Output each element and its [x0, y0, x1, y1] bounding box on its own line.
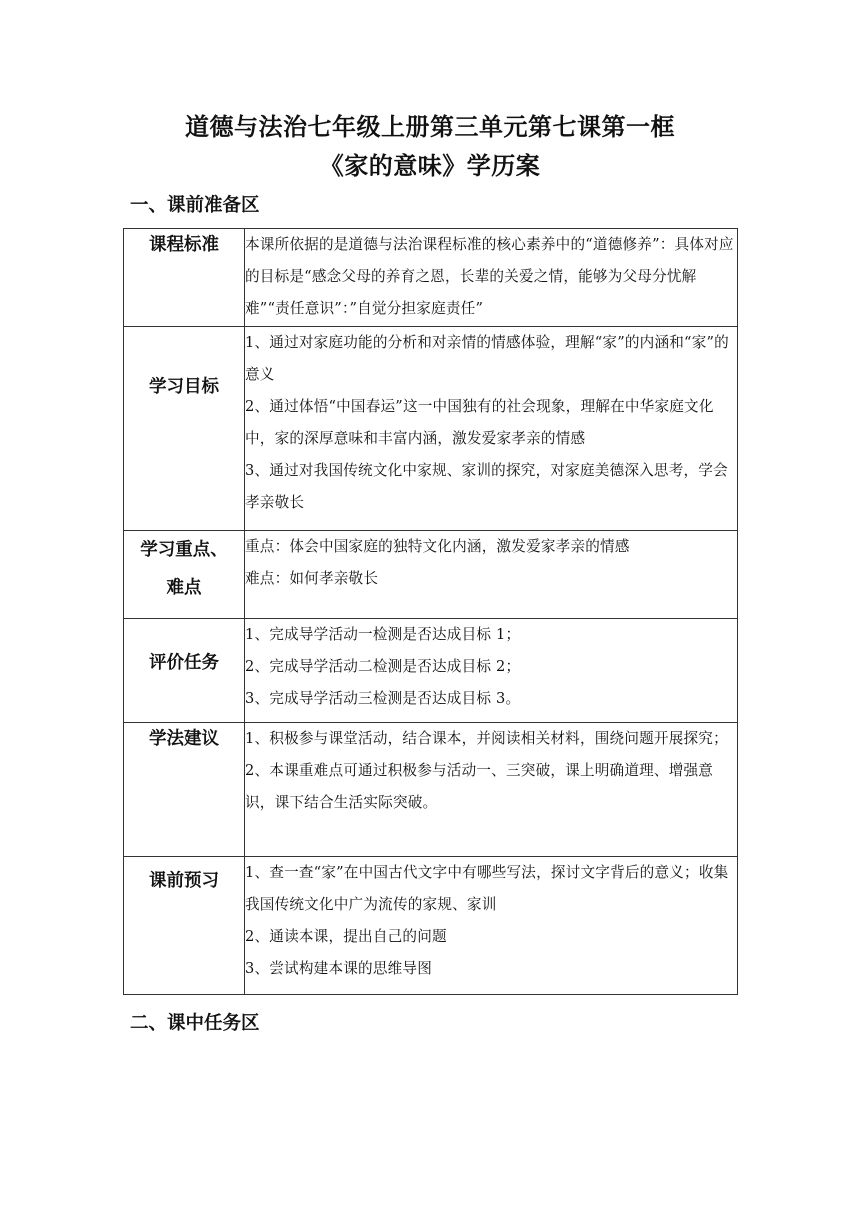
section-heading-in-class: 二、课中任务区	[130, 1013, 260, 1034]
content-line: 3、完成导学活动三检测是否达成目标 3。	[245, 690, 521, 707]
row-content-preview	[245, 857, 738, 995]
row-label-text: 评价任务	[149, 653, 219, 673]
row-label-assessment-tasks	[124, 619, 245, 723]
row-content-key-points	[245, 531, 738, 619]
table-row-key-points	[124, 531, 738, 619]
row-label-text: 学习重点、	[140, 540, 228, 560]
content-line: 3、通过对我国传统文化中家规、家训的探究，对家庭美德深入思考，学会孝亲敬长	[245, 462, 728, 511]
content-line: 2、本课重难点可通过积极参与活动一、三突破，课上明确道理、增强意识，课下结合生活实际突破。	[245, 762, 714, 811]
table-row-preview	[124, 857, 738, 995]
content-line: 3、尝试构建本课的思维导图	[245, 960, 433, 977]
row-label-preview	[124, 857, 245, 995]
content-line: 1、完成导学活动一检测是否达成目标 1；	[245, 626, 521, 643]
row-content-study-method	[245, 723, 738, 857]
row-content-assessment-tasks	[245, 619, 738, 723]
content-line: 1、通过对家庭功能的分析和对亲情的情感体验，理解“家”的内涵和“家”的意义	[245, 334, 729, 383]
row-label-curriculum-standard: 课程标准	[124, 229, 245, 327]
row-content-learning-goals	[245, 327, 738, 531]
table-row-study-method	[124, 723, 738, 857]
document-title-line1: 道德与法治七年级上册第三单元第七课第一框	[185, 113, 675, 141]
row-label-text: 难点	[166, 578, 202, 598]
table-row-curriculum-standard	[124, 229, 738, 327]
content-line: 2、通过体悟“中国春运”这一中国独有的社会现象，理解在中华家庭文化中，家的深厚意味和丰富内涵，激发爱家孝亲的情感	[245, 398, 714, 447]
row-content-curriculum-standard	[245, 229, 738, 327]
table-row-assessment-tasks	[124, 619, 738, 723]
content-line: 2、完成导学活动二检测是否达成目标 2；	[245, 658, 521, 675]
row-label-study-method: 学法建议	[124, 723, 245, 857]
content-line: 1、积极参与课堂活动，结合课本，并阅读相关材料，围绕问题开展探究；	[245, 730, 728, 747]
lesson-plan-table	[123, 228, 738, 995]
content-line: 本课所依据的是道德与法治课程标准的核心素养中的“道德修养”：具体对应的目标是“感念父母的养育之恩，长辈的关爱之情，能够为父母分忧解难”“责任意识”：”自觉分担家庭责任”	[245, 236, 734, 317]
row-label-text: 学习目标	[149, 377, 219, 397]
row-label-text: 课前预习	[149, 871, 219, 891]
document-title-line2: 《家的意味》学历案	[319, 152, 541, 180]
content-line: 重点：体会中国家庭的独特文化内涵，激发爱家孝亲的情感	[245, 538, 630, 555]
content-line: 1、查一查“家”在中国古代文字中有哪些写法，探讨文字背后的意义；收集我国传统文化中广为流传的家规、家训	[245, 864, 729, 913]
table-row-learning-goals	[124, 327, 738, 531]
content-line: 2、通读本课，提出自己的问题	[245, 928, 447, 945]
content-line: 难点：如何孝亲敬长	[245, 570, 379, 587]
row-label-learning-goals	[124, 327, 245, 531]
section-heading-pre-class: 一、课前准备区	[130, 195, 260, 216]
row-label-key-points	[124, 531, 245, 619]
